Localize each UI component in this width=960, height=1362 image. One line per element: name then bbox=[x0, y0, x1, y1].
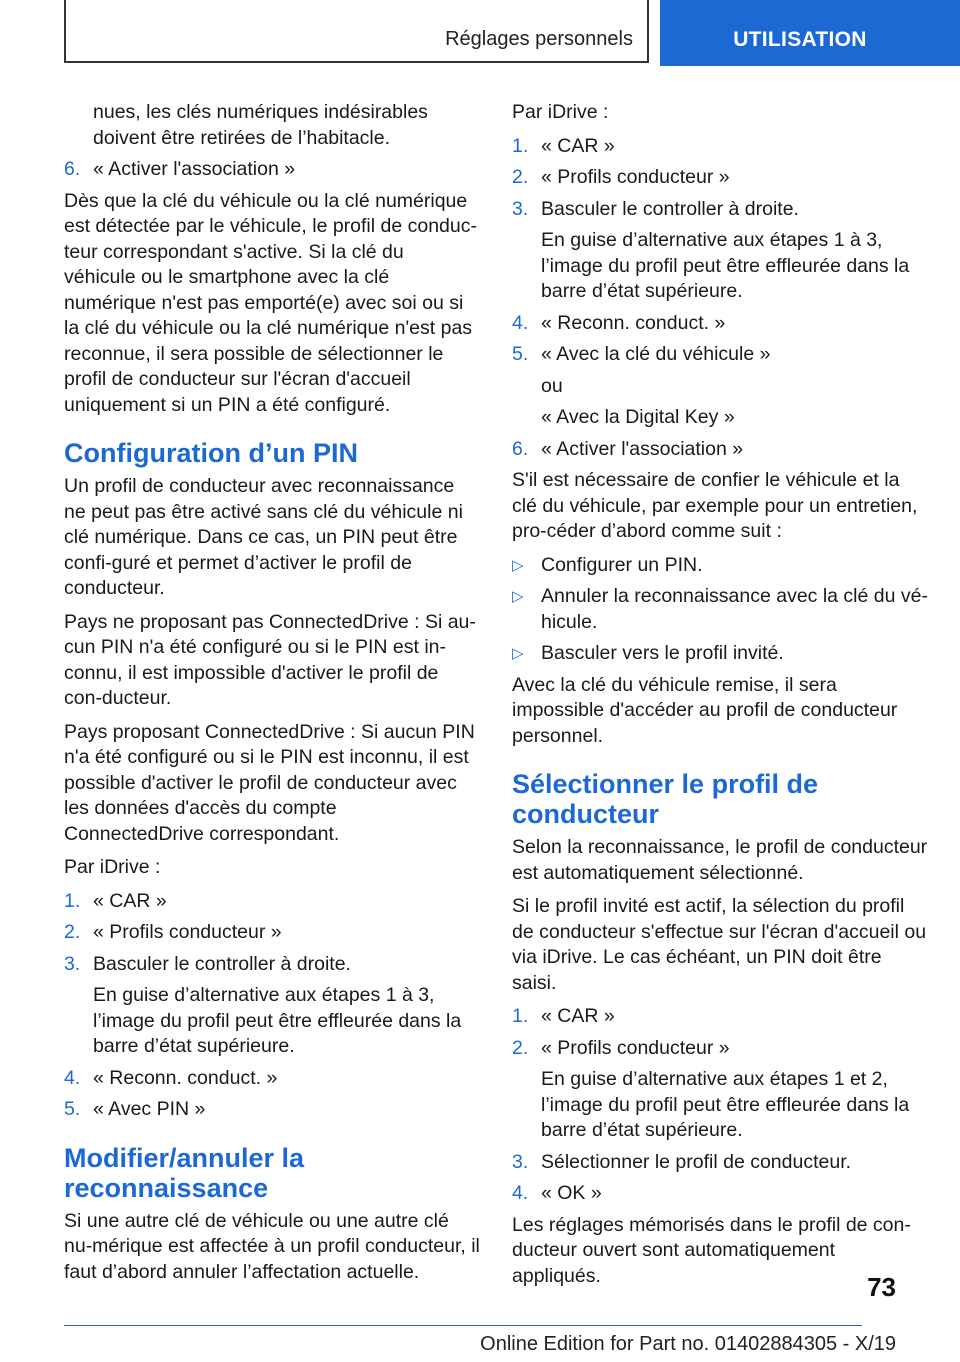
step-or: ou bbox=[541, 374, 563, 397]
page-number: 73 bbox=[867, 1272, 896, 1302]
section-heading-select: Sélectionner le profil de conducteur bbox=[512, 769, 819, 829]
paragraph: Les réglages mémorisés dans le profil de con-ducteur ouvert sont automatiquement appliqués. bbox=[512, 1213, 911, 1287]
paragraph: Si le profil invité est actif, la sélection du profil de conducteur s'effectue sur l'écran d'accueil ou via iDrive. Le cas échéant, un PIN doit être saisi. bbox=[512, 895, 927, 994]
step-item bbox=[512, 134, 928, 160]
step-number: 4. bbox=[512, 1182, 529, 1204]
step-item bbox=[512, 197, 928, 223]
step-number: 3. bbox=[64, 952, 81, 975]
step-number: 5. bbox=[512, 343, 529, 365]
step-text: « CAR » bbox=[93, 889, 167, 912]
step-item bbox=[64, 157, 480, 183]
step-number: 4. bbox=[64, 1066, 81, 1089]
bullet-item bbox=[512, 553, 928, 579]
bullet-text: Annuler la reconnaissance avec la clé du vé-hicule. bbox=[541, 585, 928, 633]
step-number: 5. bbox=[64, 1098, 81, 1120]
triangle-right-icon: ▷ bbox=[512, 645, 524, 662]
step-item bbox=[64, 920, 480, 946]
step-number: 2. bbox=[64, 921, 81, 943]
step-number: 2. bbox=[512, 1036, 529, 1059]
header-chapter-label: UTILISATION bbox=[733, 28, 867, 51]
step-item bbox=[512, 165, 928, 191]
bullet-text: Configurer un PIN. bbox=[541, 553, 703, 576]
step-number: 1. bbox=[512, 134, 529, 157]
section-heading-pin: Configuration d’un PIN bbox=[64, 438, 358, 468]
step-number: 6. bbox=[512, 437, 529, 460]
footer-divider bbox=[64, 1325, 862, 1326]
step-text: « CAR » bbox=[541, 134, 615, 157]
step-number: 6. bbox=[64, 158, 81, 180]
step-text: « Reconn. conduct. » bbox=[541, 311, 726, 334]
bullet-item bbox=[512, 584, 928, 635]
right-column bbox=[512, 100, 928, 1297]
step-item bbox=[64, 889, 480, 915]
bullet-text: Basculer vers le profil invité. bbox=[541, 642, 784, 664]
step-number: 4. bbox=[512, 311, 529, 334]
step-text: « Avec PIN » bbox=[93, 1098, 206, 1120]
triangle-right-icon: ▷ bbox=[512, 588, 524, 605]
step-text: « Profils conducteur » bbox=[93, 921, 282, 943]
step-item bbox=[64, 952, 480, 978]
step-alternative: « Avec la Digital Key » bbox=[541, 406, 735, 428]
paragraph: Par iDrive : bbox=[512, 101, 609, 123]
left-column bbox=[64, 100, 480, 1293]
header-chapter-tab bbox=[660, 0, 960, 66]
step-number: 1. bbox=[512, 1005, 529, 1027]
header-section-title: Réglages personnels bbox=[445, 28, 633, 50]
page-header bbox=[0, 0, 960, 66]
step-item bbox=[512, 1004, 928, 1030]
step-text: « Activer l'association » bbox=[93, 158, 296, 180]
bullet-item bbox=[512, 641, 928, 667]
paragraph: Dès que la clé du véhicule ou la clé numérique est détectée par le véhicule, le profil de conduc-teur correspondant s'active. Si la clé du véhicule ou le smartphone avec la clé numérique n'est pas emporté(e) avec soi ou si la clé du véhicule ou la clé numérique n'est pas reconnue, il sera possible de sélectionner le profil de conducteur sur l'écran d'accueil uniquement si un PIN a été configuré. bbox=[64, 189, 477, 416]
step-item bbox=[64, 1066, 480, 1092]
step-text: « Activer l'association » bbox=[541, 437, 744, 460]
step-text: Basculer le controller à droite. bbox=[541, 197, 799, 220]
step-number: 2. bbox=[512, 166, 529, 188]
step-item bbox=[512, 1036, 928, 1062]
step-text: « CAR » bbox=[541, 1005, 615, 1027]
paragraph: Si une autre clé de véhicule ou une autre clé nu-mérique est affectée à un profil conducteur, il faut d’abord annuler l’affectation actuelle. bbox=[64, 1209, 480, 1283]
step-text: « Reconn. conduct. » bbox=[93, 1066, 278, 1089]
triangle-right-icon: ▷ bbox=[512, 556, 524, 574]
step-text: « Avec la clé du véhicule » bbox=[541, 343, 771, 365]
paragraph: Pays proposant ConnectedDrive : Si aucun PIN n'a été configuré ou si le PIN est inconnu, il est possible d'activer le profil de conducteur avec les données d'accès du compte ConnectedDrive correspondant. bbox=[64, 720, 475, 845]
paragraph: Selon la reconnaissance, le profil de conducteur est automatiquement sélectionné. bbox=[512, 836, 928, 884]
step-number: 1. bbox=[64, 889, 81, 912]
step-text: Sélectionner le profil de conducteur. bbox=[541, 1150, 852, 1173]
step-text: « Profils conducteur » bbox=[541, 1036, 730, 1059]
paragraph: Par iDrive : bbox=[64, 856, 161, 878]
step-item bbox=[512, 311, 928, 337]
step-number: 3. bbox=[512, 197, 529, 220]
header-section-box bbox=[64, 0, 649, 63]
step-note: En guise d’alternative aux étapes 1 et 2, l’image du profil peut être effleurée dans la barre d’état supérieure. bbox=[541, 1068, 910, 1141]
step-text: « Profils conducteur » bbox=[541, 166, 730, 188]
paragraph: Avec la clé du véhicule remise, il sera impossible d'accéder au profil de conducteur personnel. bbox=[512, 673, 898, 747]
step-text: « OK » bbox=[541, 1182, 602, 1204]
step-number: 3. bbox=[512, 1150, 529, 1173]
step-item bbox=[512, 437, 928, 463]
step-item bbox=[512, 1181, 928, 1207]
paragraph: Pays ne proposant pas ConnectedDrive : Si au-cun PIN n'a été configuré ou si le PIN est in-connu, il est impossible d'activer le profil de con-ducteur. bbox=[64, 610, 476, 709]
step-note: En guise d’alternative aux étapes 1 à 3, l’image du profil peut être effleurée dans la barre d’état supérieure. bbox=[541, 229, 910, 302]
section-heading-modify: Modifier/annuler la reconnaissance bbox=[64, 1142, 305, 1203]
step-note: En guise d’alternative aux étapes 1 à 3, l’image du profil peut être effleurée dans la barre d’état supérieure. bbox=[93, 984, 462, 1057]
step-item bbox=[512, 1150, 928, 1176]
paragraph: S'il est nécessaire de confier le véhicule et la clé du véhicule, par exemple pour un entretien, pro-céder d’abord comme suit : bbox=[512, 469, 918, 542]
step-item bbox=[64, 1097, 480, 1123]
step-item bbox=[512, 342, 928, 368]
paragraph: Un profil de conducteur avec reconnaissance ne peut pas être activé sans clé du véhicule ni clé numérique. Dans ce cas, un PIN peut être confi-guré et permet d’activer le profil de conducteur. bbox=[64, 475, 463, 599]
continued-text: nues, les clés numériques indésirables doivent être retirées de l’habitacle. bbox=[93, 101, 428, 149]
step-text: Basculer le controller à droite. bbox=[93, 952, 351, 975]
footer-edition: Online Edition for Part no. 01402884305 - X/19 bbox=[480, 1333, 896, 1355]
